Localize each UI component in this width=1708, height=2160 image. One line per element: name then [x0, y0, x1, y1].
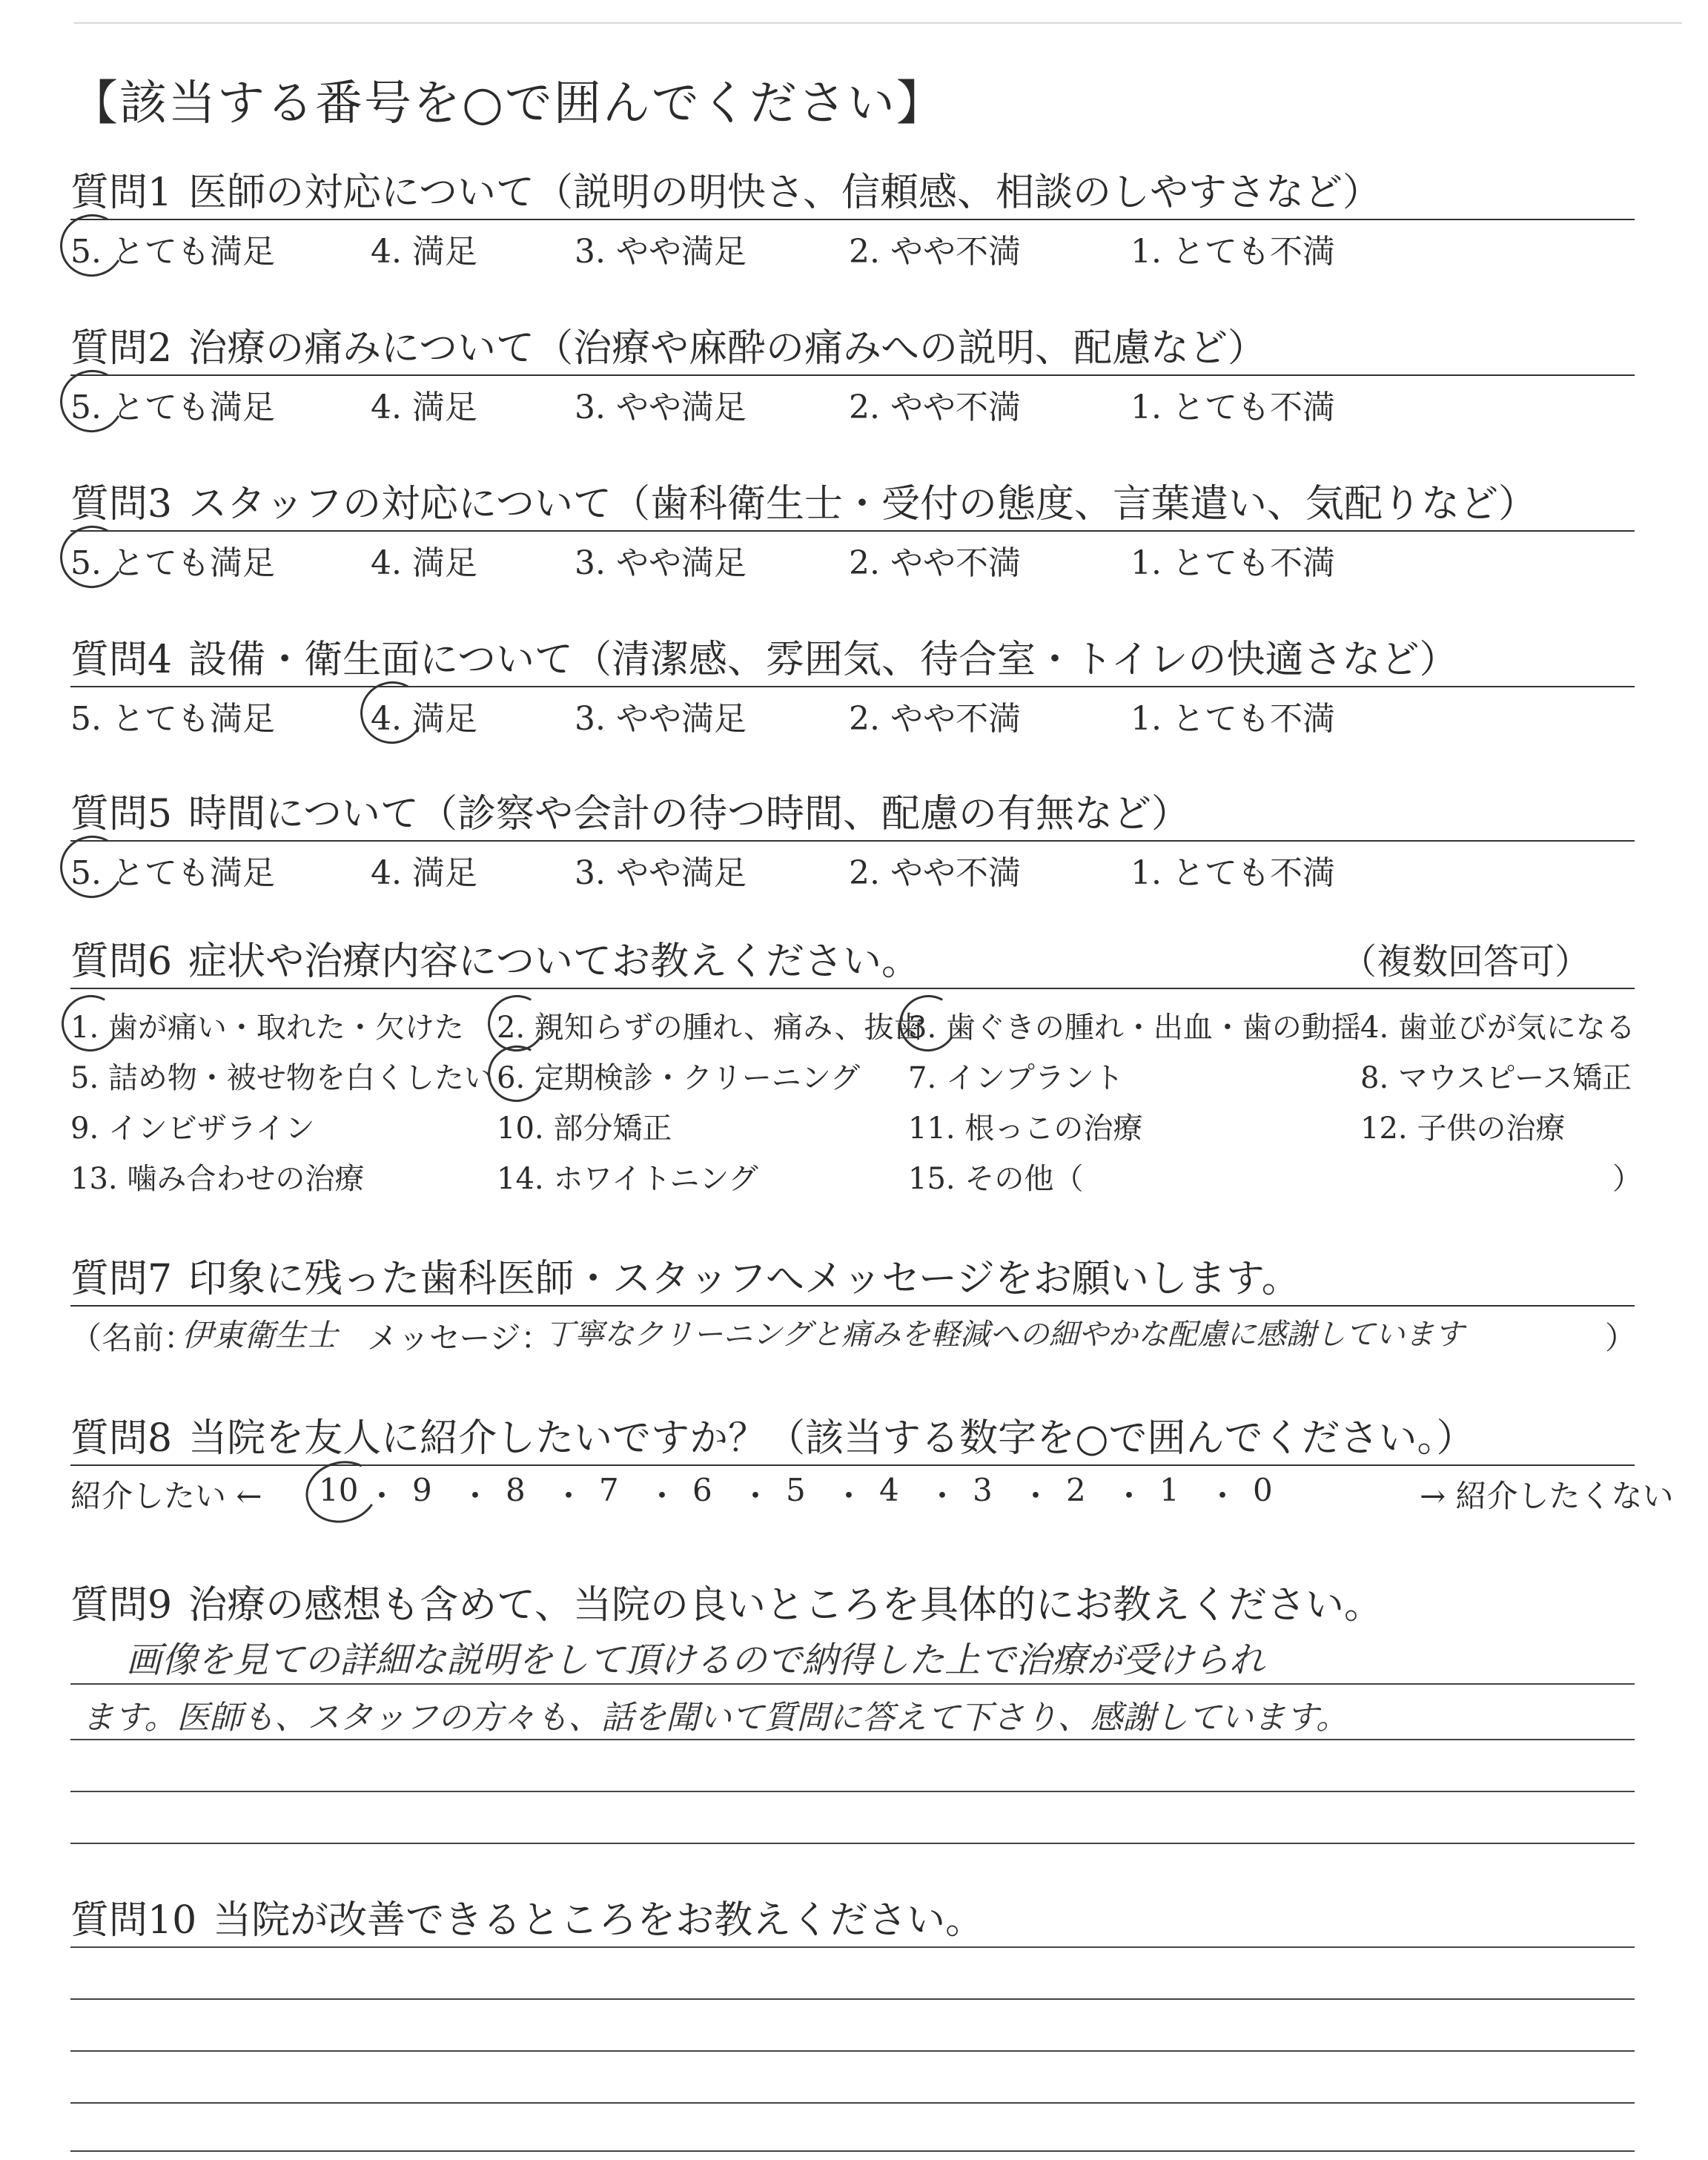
- symptom-option-1[interactable]: 1. 歯が痛い・取れた・欠けた: [70, 1011, 464, 1045]
- question-8: [70, 1413, 1674, 1518]
- symptom-option-8[interactable]: 8. マウスピース矯正: [1360, 1061, 1632, 1095]
- scale-value-3[interactable]: 3: [973, 1472, 993, 1508]
- q9-answer-line-2[interactable]: ます。医師も、スタッフの方々も、話を聞いて質問に答えて下さり、感謝しています。: [82, 1699, 1348, 1737]
- other-close-paren: ）: [1612, 1162, 1642, 1196]
- answer-line: [70, 1998, 1635, 2000]
- scale-separator: ・: [1207, 1478, 1239, 1514]
- question-number: 質問7: [70, 1257, 173, 1301]
- scale-value-0[interactable]: 0: [1253, 1472, 1273, 1508]
- rating-option-4[interactable]: 4. 満足: [371, 544, 477, 582]
- selection-circle: [55, 988, 125, 1058]
- question-10: [70, 1895, 1635, 1946]
- question-number: 質問3: [70, 482, 173, 526]
- rating-option-4[interactable]: 4. 満足: [371, 233, 477, 271]
- rating-option-5[interactable]: 5. とても満足: [70, 854, 275, 892]
- rating-option-1[interactable]: 1. とても不満: [1131, 544, 1335, 582]
- answer-line: [70, 1683, 1635, 1685]
- scale-value-10[interactable]: 10: [319, 1472, 359, 1508]
- question-number: 質問4: [70, 638, 173, 682]
- rating-option-3[interactable]: 3. やや満足: [575, 544, 747, 582]
- question-6: [70, 936, 1642, 1204]
- rating-option-2[interactable]: 2. やや不満: [849, 233, 1021, 271]
- scale-separator: ・: [1020, 1478, 1052, 1514]
- symptom-option-13[interactable]: 13. 噛み合わせの治療: [70, 1162, 365, 1196]
- rating-option-1[interactable]: 1. とても不満: [1131, 854, 1335, 892]
- question-title: 治療の痛みについて（治療や麻酔の痛みへの説明、配慮など）: [188, 326, 1267, 371]
- scale-value-8[interactable]: 8: [506, 1472, 526, 1508]
- question-7: [70, 1253, 1635, 1360]
- multiple-answer-note: （複数回答可）: [1340, 941, 1590, 982]
- rating-option-2[interactable]: 2. やや不満: [849, 854, 1021, 892]
- symptom-option-7[interactable]: 7. インプラント: [908, 1061, 1124, 1095]
- scale-value-9[interactable]: 9: [412, 1472, 432, 1508]
- answer-line: [70, 2150, 1635, 2152]
- rating-options: [70, 687, 1635, 739]
- selection-circle: [893, 988, 963, 1058]
- rating-option-1[interactable]: 1. とても不満: [1131, 389, 1335, 426]
- name-label: （名前：: [70, 1320, 196, 1356]
- scale-left-label: 紹介したい ←: [70, 1478, 262, 1514]
- rating-option-2[interactable]: 2. やや不満: [849, 389, 1021, 426]
- rating-option-1[interactable]: 1. とても不満: [1131, 700, 1335, 738]
- question-number: 質問6: [70, 939, 173, 984]
- staff-name-handwritten[interactable]: 伊東衛生士: [182, 1317, 338, 1353]
- symptom-option-6[interactable]: 6. 定期検診・クリーニング: [497, 1061, 861, 1095]
- question-number: 質問9: [70, 1583, 173, 1628]
- scale-value-5[interactable]: 5: [786, 1472, 806, 1508]
- form-heading: 【該当する番号を○で囲んでください】: [70, 76, 945, 131]
- question-title: 時間について（診察や会計の待つ時間、配慮の有無など）: [188, 792, 1191, 836]
- question-number: 質問10: [70, 1898, 197, 1943]
- rating-option-4[interactable]: 4. 満足: [371, 700, 477, 738]
- message-handwritten[interactable]: 丁寧なクリーニングと痛みを軽減への細やかな配慮に感謝しています: [545, 1318, 1464, 1352]
- question-2: [70, 323, 1635, 428]
- scale-separator: ・: [1113, 1478, 1145, 1514]
- rating-option-3[interactable]: 3. やや満足: [575, 854, 747, 892]
- question-number: 質問2: [70, 326, 173, 371]
- rating-options: [70, 220, 1635, 272]
- symptom-options-grid: [70, 989, 1642, 1204]
- rating-option-4[interactable]: 4. 満足: [371, 854, 477, 892]
- symptom-option-9[interactable]: 9. インビザライン: [70, 1112, 315, 1146]
- message-close-paren: ）: [1605, 1320, 1637, 1356]
- scale-value-2[interactable]: 2: [1066, 1472, 1086, 1508]
- scale-value-7[interactable]: 7: [599, 1472, 619, 1508]
- question-number: 質問1: [70, 171, 173, 215]
- rating-option-2[interactable]: 2. やや不満: [849, 544, 1021, 582]
- selection-circle: [481, 1039, 552, 1109]
- rating-option-5[interactable]: 5. とても満足: [70, 700, 275, 738]
- symptom-option-3[interactable]: 3. 歯ぐきの腫れ・出血・歯の動揺: [908, 1011, 1361, 1045]
- question-5: [70, 788, 1635, 894]
- scale-separator: ・: [833, 1478, 865, 1514]
- scale-separator: ・: [927, 1478, 959, 1514]
- question-4: [70, 634, 1635, 739]
- question-9: [70, 1579, 1635, 1631]
- rating-option-5[interactable]: 5. とても満足: [70, 544, 275, 582]
- scale-value-4[interactable]: 4: [879, 1472, 899, 1508]
- scale-separator: ・: [646, 1478, 678, 1514]
- answer-line: [70, 1791, 1635, 1792]
- symptom-option-5[interactable]: 5. 詰め物・被せ物を白くしたい: [70, 1061, 494, 1095]
- question-number: 質問5: [70, 792, 173, 836]
- question-1: [70, 167, 1635, 272]
- symptom-option-12[interactable]: 12. 子供の治療: [1360, 1112, 1566, 1146]
- question-title: 印象に残った歯科医師・スタッフへメッセージをお願いします。: [188, 1257, 1300, 1301]
- question-3: [70, 478, 1635, 584]
- rating-option-1[interactable]: 1. とても不満: [1131, 233, 1335, 271]
- answer-line: [70, 2102, 1635, 2104]
- scale-separator: ・: [366, 1478, 398, 1514]
- question-title: スタッフの対応について（歯科衛生士・受付の態度、言葉遣い、気配りなど）: [188, 482, 1537, 526]
- symptom-option-15[interactable]: 15. その他（: [908, 1162, 1084, 1196]
- scale-right-label: → 紹介したくない: [1420, 1478, 1674, 1514]
- rating-option-3[interactable]: 3. やや満足: [575, 700, 747, 738]
- recommend-scale: [70, 1466, 1674, 1518]
- symptom-option-10[interactable]: 10. 部分矯正: [497, 1112, 672, 1146]
- top-border-rule: [74, 22, 1682, 24]
- rating-option-5[interactable]: 5. とても満足: [70, 233, 275, 271]
- rating-options: [70, 532, 1635, 584]
- rating-option-4[interactable]: 4. 満足: [371, 389, 477, 426]
- answer-line: [70, 1739, 1635, 1740]
- scale-value-6[interactable]: 6: [692, 1472, 712, 1508]
- rating-options: [70, 376, 1635, 428]
- question-title: 治療の感想も含めて、当院の良いところを具体的にお教えください。: [188, 1583, 1383, 1628]
- scale-separator: ・: [553, 1478, 585, 1514]
- message-label: メッセージ：: [367, 1320, 552, 1356]
- q9-answer-line-1[interactable]: 画像を見ての詳細な説明をして頂けるので納得した上で治療が受けられ: [126, 1639, 1265, 1681]
- question-title: 当院を友人に紹介したいですか？（該当する数字を○で囲んでください。）: [188, 1416, 1475, 1461]
- symptom-option-2[interactable]: 2. 親知らずの腫れ、痛み、抜歯: [497, 1011, 924, 1045]
- rating-option-3[interactable]: 3. やや満足: [575, 233, 747, 271]
- question-title: 症状や治療内容についてお教えください。: [188, 939, 921, 984]
- scale-separator: ・: [740, 1478, 772, 1514]
- answer-line: [70, 1843, 1635, 1844]
- symptom-option-14[interactable]: 14. ホワイトニング: [497, 1162, 758, 1196]
- symptom-option-4[interactable]: 4. 歯並びが気になる: [1360, 1011, 1635, 1045]
- question-title: 設備・衛生面について（清潔感、雰囲気、待合室・トイレの快適さなど）: [188, 638, 1458, 682]
- rating-option-3[interactable]: 3. やや満足: [575, 389, 747, 426]
- scale-value-1[interactable]: 1: [1159, 1472, 1179, 1508]
- message-row: [70, 1307, 1635, 1360]
- question-title: 当院が改善できるところをお教えください。: [213, 1898, 984, 1943]
- scale-separator: ・: [460, 1478, 491, 1514]
- question-title: 医師の対応について（説明の明快さ、信頼感、相談のしやすさなど）: [188, 171, 1381, 215]
- rating-option-5[interactable]: 5. とても満足: [70, 389, 275, 426]
- rating-option-2[interactable]: 2. やや不満: [849, 700, 1021, 738]
- question-number: 質問8: [70, 1416, 173, 1461]
- answer-line: [70, 1946, 1635, 1948]
- symptom-option-11[interactable]: 11. 根っこの治療: [908, 1112, 1143, 1146]
- rating-options: [70, 842, 1635, 894]
- answer-line: [70, 2050, 1635, 2052]
